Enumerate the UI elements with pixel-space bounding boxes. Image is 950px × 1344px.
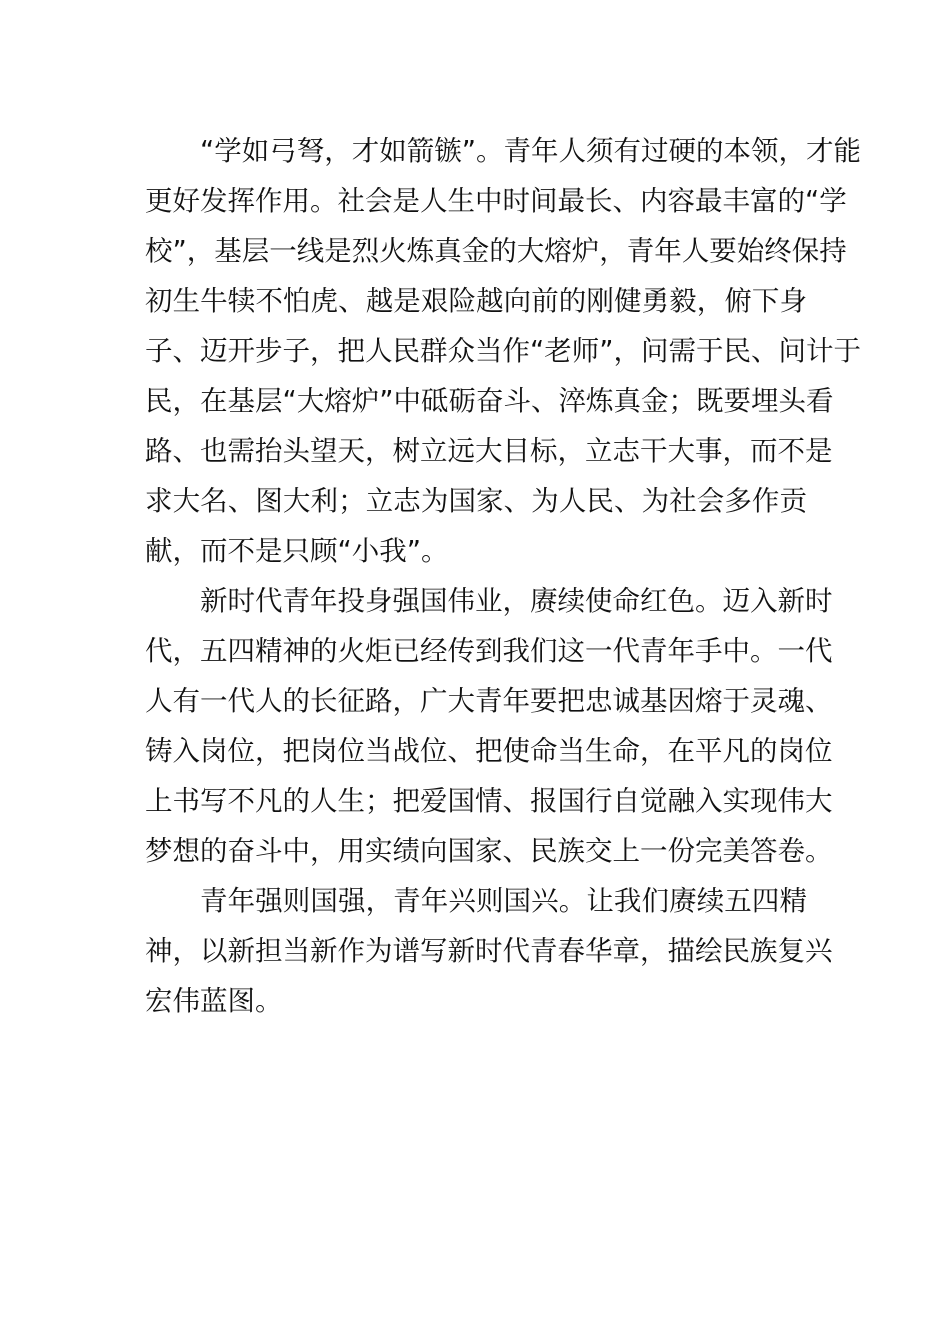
text-line: 铸入岗位，把岗位当战位、把使命当生命，在平凡的岗位 — [145, 735, 833, 767]
text-line: 人有一代人的长征路，广大青年要把忠诚基因熔于灵魂、 — [145, 685, 833, 717]
text-line: 梦想的奋斗中，用实绩向国家、民族交上一份完美答卷。 — [145, 835, 833, 867]
text-line: 上书写不凡的人生；把爱国情、报国行自觉融入实现伟大 — [145, 785, 833, 817]
text-line: 子、迈开步子，把人民群众当作“老师”，问需于民、问计于 — [145, 335, 861, 367]
text-line: 献，而不是只顾“小我”。 — [145, 535, 449, 567]
text-line: 校”，基层一线是烈火炼真金的大熔炉，青年人要始终保持 — [145, 235, 847, 267]
text-line: “学如弓弩，才如箭镞”。青年人须有过硬的本领，才能 — [200, 135, 861, 167]
document-body — [145, 126, 861, 1026]
text-line: 神，以新担当新作为谱写新时代青春华章，描绘民族复兴 — [145, 935, 833, 967]
text-line: 宏伟蓝图。 — [145, 985, 283, 1017]
text-line: 路、也需抬头望天，树立远大目标，立志干大事，而不是 — [145, 435, 833, 467]
text-line: 青年强则国强，青年兴则国兴。让我们赓续五四精 — [200, 885, 807, 917]
text-line: 求大名、图大利；立志为国家、为人民、为社会多作贡 — [145, 485, 807, 517]
text-line: 民，在基层“大熔炉”中砥砺奋斗、淬炼真金；既要埋头看 — [145, 385, 834, 417]
text-line: 更好发挥作用。社会是人生中时间最长、内容最丰富的“学 — [145, 185, 847, 217]
paragraph-3 — [145, 876, 833, 1026]
paragraph-2 — [145, 576, 833, 876]
text-line: 代，五四精神的火炬已经传到我们这一代青年手中。一代 — [145, 635, 833, 667]
paragraph-1 — [145, 126, 861, 576]
text-line: 初生牛犊不怕虎、越是艰险越向前的刚健勇毅，俯下身 — [145, 285, 807, 317]
text-line: 新时代青年投身强国伟业，赓续使命红色。迈入新时 — [200, 585, 833, 617]
